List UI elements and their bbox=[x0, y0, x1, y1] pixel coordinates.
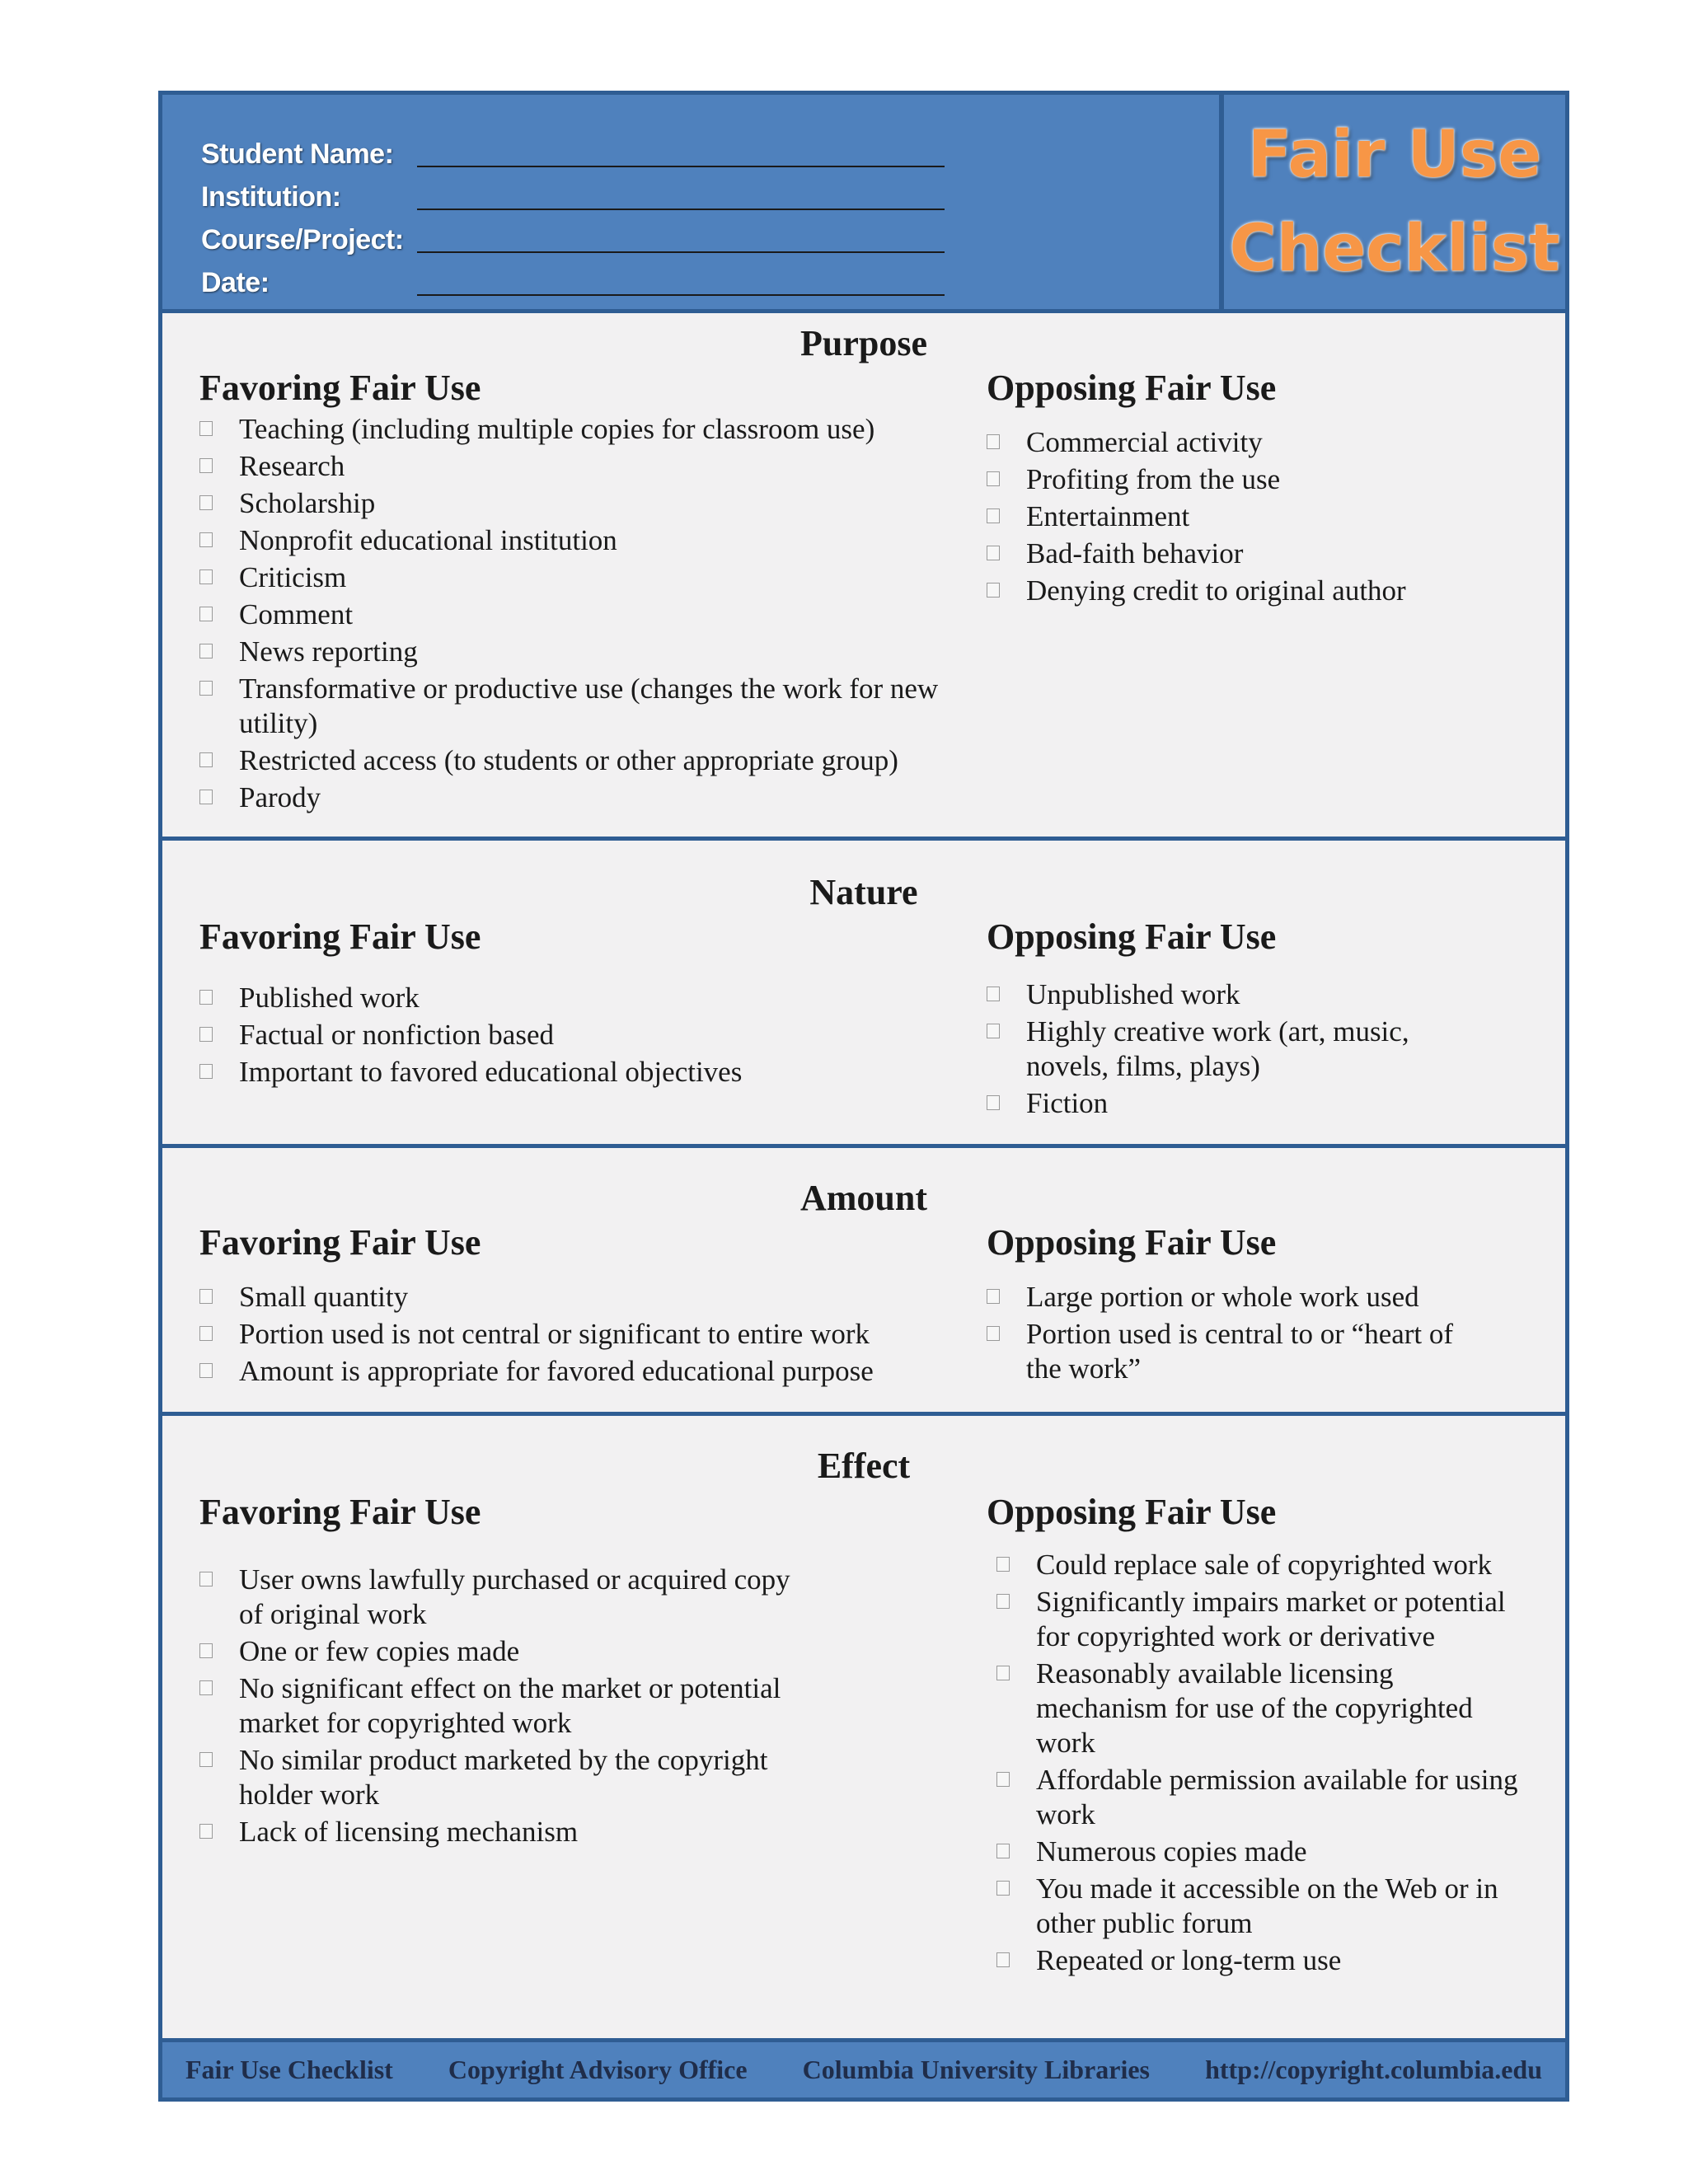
checkbox[interactable] bbox=[996, 1594, 1010, 1609]
checklist-item bbox=[199, 412, 982, 447]
course-project-row bbox=[201, 213, 945, 256]
checklist-item bbox=[199, 1317, 982, 1352]
checkbox[interactable] bbox=[987, 1095, 1000, 1110]
student-name-label: Student Name: bbox=[201, 138, 394, 170]
checklist-item bbox=[987, 1086, 1432, 1121]
purpose-section bbox=[162, 313, 1565, 841]
footer-url[interactable]: http://copyright.columbia.edu bbox=[1205, 2055, 1542, 2084]
date-field[interactable] bbox=[417, 286, 945, 296]
checklist-item bbox=[199, 486, 982, 521]
checkbox[interactable] bbox=[199, 752, 213, 767]
checklist-item-label: Profiting from the use bbox=[1026, 463, 1281, 495]
checkbox[interactable] bbox=[996, 1952, 1010, 1967]
checklist-item bbox=[996, 1943, 1524, 1978]
favoring-column bbox=[199, 916, 982, 1088]
favoring-list bbox=[199, 1280, 982, 1391]
footer-bar bbox=[162, 2038, 1565, 2097]
checklist-item-label: Numerous copies made bbox=[1036, 1835, 1307, 1868]
checklist-item bbox=[987, 574, 1555, 608]
checklist-item bbox=[199, 523, 982, 558]
student-name-field[interactable] bbox=[417, 157, 945, 167]
checklist-item bbox=[199, 1634, 793, 1669]
checkbox[interactable] bbox=[199, 1289, 213, 1304]
checklist-item bbox=[996, 1657, 1524, 1760]
checklist-item-label: Portion used is central to or “heart of the work” bbox=[1026, 1318, 1454, 1385]
checklist-item bbox=[996, 1585, 1524, 1654]
checklist-item-label: Transformative or productive use (changes the work for new utility) bbox=[239, 673, 939, 739]
checklist-item bbox=[199, 743, 982, 778]
favoring-heading: Favoring Fair Use bbox=[199, 1492, 481, 1532]
course-project-label: Course/Project: bbox=[201, 224, 404, 255]
opposing-column bbox=[987, 368, 1555, 607]
checkbox[interactable] bbox=[199, 1363, 213, 1378]
checklist-item bbox=[987, 537, 1555, 571]
checklist-item bbox=[987, 462, 1555, 497]
checklist-item-label: Scholarship bbox=[239, 487, 376, 519]
checklist-item-label: Criticism bbox=[239, 561, 347, 593]
section-title: Effect bbox=[817, 1446, 911, 1486]
checkbox[interactable] bbox=[199, 607, 213, 621]
checkbox[interactable] bbox=[987, 434, 1000, 449]
date-row bbox=[201, 256, 945, 299]
checkbox[interactable] bbox=[199, 1326, 213, 1341]
checkbox[interactable] bbox=[199, 1643, 213, 1658]
checklist-item-label: Entertainment bbox=[1026, 500, 1190, 532]
checkbox[interactable] bbox=[199, 1064, 213, 1079]
checkbox[interactable] bbox=[199, 681, 213, 696]
checklist-item-label: Large portion or whole work used bbox=[1026, 1281, 1419, 1313]
footer-title: Fair Use Checklist bbox=[185, 2055, 393, 2084]
checkbox[interactable] bbox=[199, 421, 213, 436]
checklist-item-label: Nonprofit educational institution bbox=[239, 524, 617, 556]
checklist-item-label: Reasonably available licensing mechanism for use of the copyrighted work bbox=[1036, 1657, 1473, 1759]
checklist-item-label: Affordable permission available for using work bbox=[1036, 1764, 1518, 1830]
favoring-list bbox=[199, 412, 982, 818]
checklist-item bbox=[199, 560, 982, 595]
checklist-item-label: One or few copies made bbox=[239, 1635, 520, 1667]
checklist-item bbox=[199, 780, 982, 815]
checkbox[interactable] bbox=[987, 546, 1000, 560]
checklist-item bbox=[987, 1280, 1481, 1315]
checklist-item bbox=[199, 1815, 793, 1849]
checklist-item-label: News reporting bbox=[239, 635, 418, 668]
opposing-heading: Opposing Fair Use bbox=[987, 1222, 1277, 1263]
checklist-item bbox=[199, 1055, 982, 1090]
nature-section bbox=[162, 841, 1565, 1148]
checkbox[interactable] bbox=[987, 509, 1000, 523]
checklist-item bbox=[199, 1354, 982, 1389]
checklist-item-label: Lack of licensing mechanism bbox=[239, 1816, 579, 1848]
checklist-item-label: Fiction bbox=[1026, 1087, 1109, 1119]
checklist-item-label: Highly creative work (art, music, novels, films, plays) bbox=[1026, 1015, 1409, 1082]
checklist-item-label: Research bbox=[239, 450, 345, 482]
opposing-list bbox=[987, 425, 1555, 611]
title-line-2: Checklist bbox=[1229, 212, 1560, 286]
checkbox[interactable] bbox=[987, 583, 1000, 598]
favoring-column bbox=[199, 368, 982, 813]
checklist-item-label: Comment bbox=[239, 598, 354, 630]
checklist-item-label: Significantly impairs market or potential for copyrighted work or derivative bbox=[1036, 1586, 1506, 1652]
checklist-item bbox=[199, 1743, 793, 1812]
student-name-row bbox=[201, 128, 945, 171]
opposing-list bbox=[987, 977, 1432, 1123]
checklist-item bbox=[199, 1280, 982, 1315]
checkbox[interactable] bbox=[199, 1680, 213, 1695]
amount-section bbox=[162, 1148, 1565, 1416]
checklist-item bbox=[199, 1563, 793, 1632]
checklist-item-label: Portion used is not central or significant to entire work bbox=[239, 1318, 870, 1350]
opposing-column bbox=[987, 916, 1555, 1119]
opposing-column bbox=[987, 1492, 1565, 1976]
title-box bbox=[1219, 95, 1565, 309]
checklist-item-label: Commercial activity bbox=[1026, 426, 1263, 458]
title-line-1: Fair Use bbox=[1247, 118, 1542, 192]
opposing-list bbox=[987, 1280, 1481, 1389]
checklist-item-label: Unpublished work bbox=[1026, 978, 1240, 1010]
favoring-list bbox=[199, 1563, 793, 1852]
checklist-item bbox=[199, 635, 982, 669]
checkbox[interactable] bbox=[199, 495, 213, 510]
favoring-column bbox=[199, 1492, 982, 1848]
checkbox[interactable] bbox=[199, 569, 213, 584]
checklist-item-label: Teaching (including multiple copies for classroom use) bbox=[239, 413, 875, 445]
checklist-item-label: Restricted access (to students or other appropriate group) bbox=[239, 744, 898, 776]
checklist-item bbox=[996, 1763, 1524, 1832]
opposing-list bbox=[996, 1548, 1524, 1980]
checklist-item bbox=[199, 672, 982, 741]
opposing-heading: Opposing Fair Use bbox=[987, 1492, 1277, 1532]
checklist-item bbox=[199, 981, 982, 1015]
checkbox[interactable] bbox=[996, 1881, 1010, 1896]
opposing-heading: Opposing Fair Use bbox=[987, 916, 1277, 957]
checklist-item bbox=[199, 1018, 982, 1052]
opposing-column bbox=[987, 1222, 1555, 1385]
checkbox[interactable] bbox=[199, 532, 213, 547]
checklist-item-label: Important to favored educational objectives bbox=[239, 1056, 743, 1088]
checkbox[interactable] bbox=[199, 458, 213, 473]
checkbox[interactable] bbox=[987, 471, 1000, 486]
footer-institution: Columbia University Libraries bbox=[802, 2055, 1150, 2084]
checkbox[interactable] bbox=[996, 1844, 1010, 1858]
checklist-item bbox=[996, 1548, 1524, 1582]
favoring-column bbox=[199, 1222, 982, 1387]
checklist-item-label: Repeated or long-term use bbox=[1036, 1944, 1342, 1976]
student-info-fields bbox=[201, 128, 945, 299]
checkbox[interactable] bbox=[996, 1666, 1010, 1680]
checklist-item-label: Small quantity bbox=[239, 1281, 409, 1313]
checklist-sheet bbox=[158, 91, 1569, 2102]
favoring-heading: Favoring Fair Use bbox=[199, 368, 481, 408]
checklist-item-label: Factual or nonfiction based bbox=[239, 1019, 554, 1051]
checklist-item bbox=[987, 499, 1555, 534]
checkbox[interactable] bbox=[199, 1824, 213, 1839]
checkbox[interactable] bbox=[996, 1772, 1010, 1787]
checklist-item-label: No similar product marketed by the copyright holder work bbox=[239, 1744, 768, 1811]
course-project-field[interactable] bbox=[417, 243, 945, 253]
checkbox[interactable] bbox=[987, 987, 1000, 1001]
checklist-item-label: User owns lawfully purchased or acquired copy of original work bbox=[239, 1563, 790, 1630]
checkbox[interactable] bbox=[199, 990, 213, 1005]
checklist-item bbox=[199, 598, 982, 632]
checkbox[interactable] bbox=[199, 1027, 213, 1042]
checkbox[interactable] bbox=[996, 1557, 1010, 1572]
date-label: Date: bbox=[201, 267, 270, 298]
institution-field[interactable] bbox=[417, 200, 945, 210]
checklist-item-label: You made it accessible on the Web or in other public forum bbox=[1036, 1872, 1498, 1939]
checkbox[interactable] bbox=[199, 644, 213, 658]
checklist-item bbox=[996, 1872, 1524, 1941]
checklist-item bbox=[987, 977, 1432, 1012]
checklist-item bbox=[199, 1671, 793, 1741]
institution-label: Institution: bbox=[201, 181, 341, 213]
checkbox[interactable] bbox=[987, 1024, 1000, 1038]
checklist-item bbox=[987, 1015, 1432, 1084]
checklist-item-label: Bad-faith behavior bbox=[1026, 537, 1244, 569]
section-title: Amount bbox=[799, 1178, 928, 1218]
checklist-item-label: No significant effect on the market or potential market for copyrighted work bbox=[239, 1672, 781, 1739]
checklist-item bbox=[996, 1835, 1524, 1869]
checklist-item bbox=[199, 449, 982, 484]
checklist-item-label: Parody bbox=[239, 781, 321, 813]
checkbox[interactable] bbox=[987, 1326, 1000, 1341]
institution-row bbox=[201, 171, 945, 213]
section-title: Nature bbox=[809, 872, 918, 912]
checklist-item bbox=[987, 425, 1555, 460]
opposing-heading: Opposing Fair Use bbox=[987, 368, 1277, 408]
checkbox[interactable] bbox=[199, 790, 213, 804]
checklist-item-label: Published work bbox=[239, 982, 420, 1014]
checkbox[interactable] bbox=[199, 1752, 213, 1767]
footer-office: Copyright Advisory Office bbox=[448, 2055, 748, 2084]
favoring-list bbox=[199, 981, 982, 1092]
checkbox[interactable] bbox=[199, 1572, 213, 1586]
favoring-heading: Favoring Fair Use bbox=[199, 916, 481, 957]
checkbox[interactable] bbox=[987, 1289, 1000, 1304]
checklist-item-label: Denying credit to original author bbox=[1026, 574, 1406, 607]
section-title: Purpose bbox=[800, 323, 927, 363]
checklist-item-label: Could replace sale of copyrighted work bbox=[1036, 1549, 1493, 1581]
header-banner bbox=[162, 95, 1565, 313]
checklist-item bbox=[987, 1317, 1481, 1386]
effect-section bbox=[162, 1416, 1565, 2040]
favoring-heading: Favoring Fair Use bbox=[199, 1222, 481, 1263]
checklist-item-label: Amount is appropriate for favored educational purpose bbox=[239, 1355, 874, 1387]
